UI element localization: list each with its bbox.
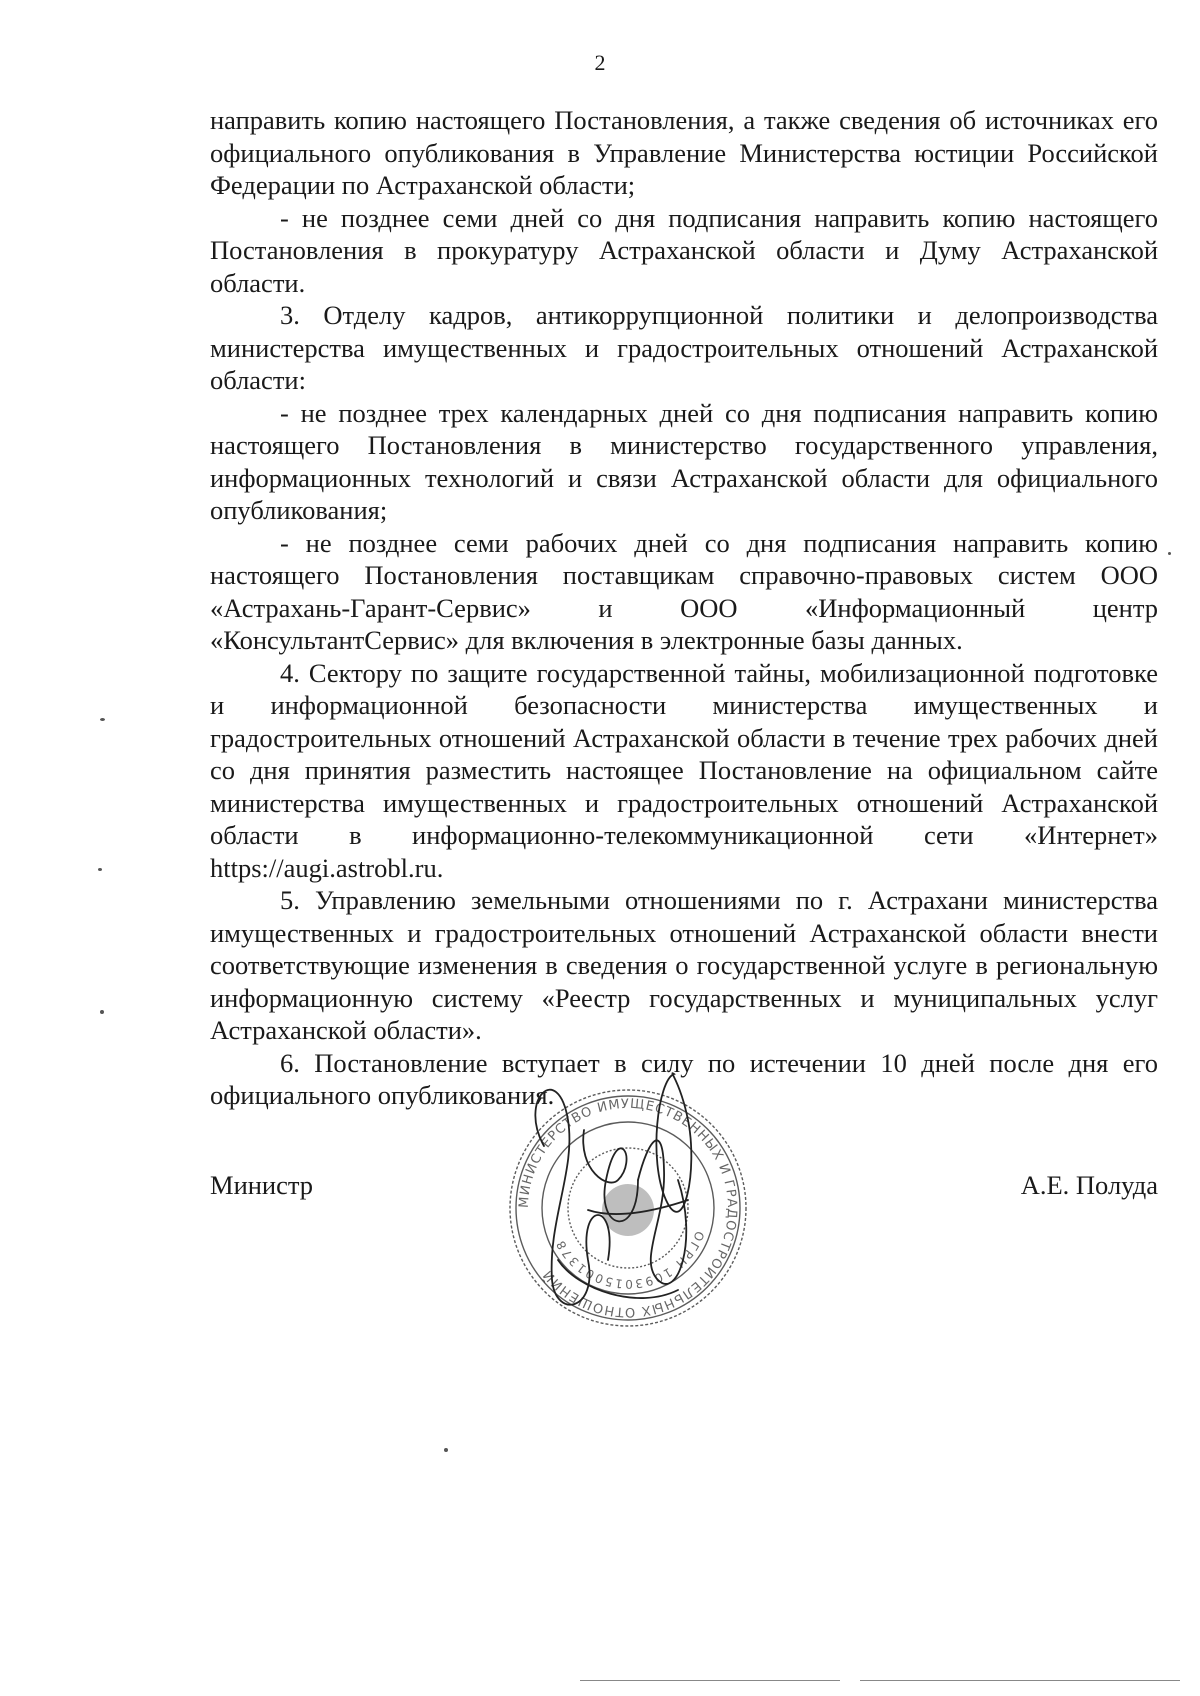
- footer-line: [860, 1680, 1180, 1681]
- scan-speck: [444, 1448, 448, 1452]
- paragraph-5: 4. Сектору по защите государственной тайны, мобилизационной подготовке и информационной безопасности министерства имущественных и градостроительных отношений Астраханской области в течение трех рабочих дней со дня принятия разместить настоящее Постановление на официальном сайте министерства имущественных и градостроительных отношений Астраханской области в информационно-телекоммуникационной сети «Интернет» https://augi.astrobl.ru.: [210, 657, 1158, 883]
- official-seal-icon: [488, 1060, 768, 1380]
- scan-speck: [100, 718, 105, 721]
- signatory-name: А.Е. Полуда: [1020, 1170, 1158, 1200]
- paragraph-7: 6. Постановление вступает в силу по истечении 10 дней после дня его официального опубликования.: [210, 1047, 1158, 1110]
- paragraph-2: 3. Отделу кадров, антикоррупционной политики и делопроизводства министерства имущественных и градостроительных отношений Астраханской области:: [210, 300, 1158, 395]
- footer-line: [580, 1680, 840, 1681]
- paragraph-0: направить копию настоящего Постановления, а также сведения об источниках его официального опубликования в Управление Министерства юстиции Российской Федерации по Астраханской области;: [210, 105, 1158, 200]
- signatory-title: Министр: [210, 1170, 314, 1200]
- seal-inner-text: ОГРН 1093015001378: [552, 1229, 707, 1292]
- page-number: 2: [594, 50, 606, 75]
- scan-speck: [100, 1010, 104, 1014]
- document-body: [210, 104, 1158, 1112]
- paragraph-3: - не позднее трех календарных дней со дня подписания направить копию настоящего Постановления в министерство государственного управления, информационных технологий и связи Астраханской области для официального опубликования;: [210, 397, 1158, 525]
- scan-speck: [98, 868, 102, 871]
- seal-outer-text: МИНИСТЕРСТВО ИМУЩЕСТВЕННЫХ И ГРАДОСТРОИТЕЛЬНЫХ ОТНОШЕНИЙ: [516, 1096, 740, 1320]
- paragraph-4: - не позднее семи рабочих дней со дня подписания направить копию настоящего Постановления поставщикам справочно-правовых систем ООО «Астрахань-Гарант-Сервис» и ООО «Информационный центр «КонсультантСервис» для включения в электронные базы данных.: [210, 527, 1158, 655]
- scan-speck: [1168, 552, 1171, 555]
- paragraph-1: - не позднее семи дней со дня подписания направить копию настоящего Постановления в прокуратуру Астраханской области и Думу Астраханской области.: [210, 202, 1158, 298]
- paragraph-6: 5. Управлению земельными отношениями по г. Астрахани министерства имущественных и градостроительных отношений Астраханской области внести соответствующие изменения в сведения о государственной услуге в региональную информационную систему «Реестр государственных и муниципальных услуг Астраханской области».: [210, 885, 1158, 1045]
